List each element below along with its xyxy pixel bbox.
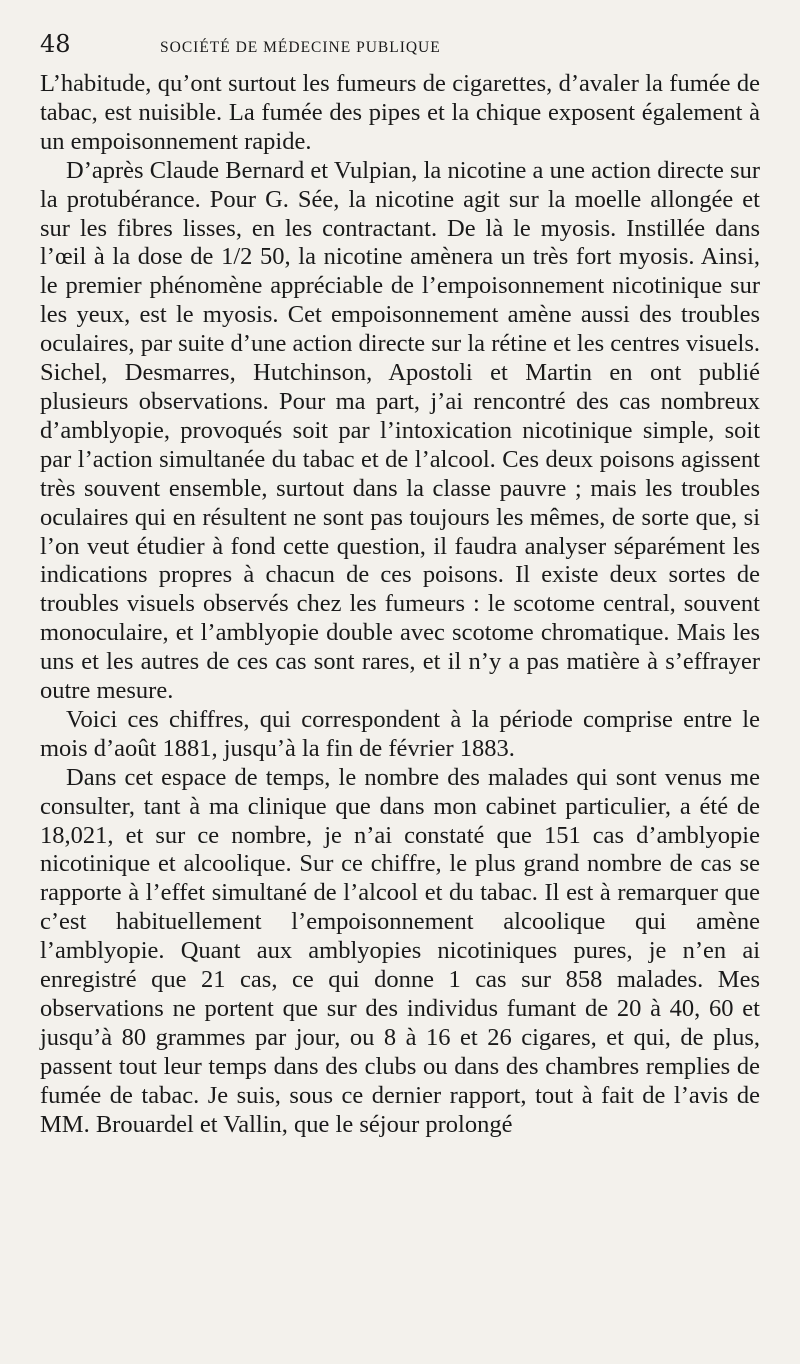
paragraph: D’après Claude Bernard et Vulpian, la nicotine a une action directe sur la protubérance. Pour G. Sée, la nicotine agit sur la moelle allongée et sur les fibres lisses, en les contractant. De là le myosis. Instillée dans l’œil à la dose de 1/2 50, la nicotine amènera un très fort myosis. Ainsi, le premier phénomène appréciable de l’empoisonnement nicotinique sur les yeux, est le myosis. Cet empoisonnement amène aussi des troubles oculaires, par suite d’une action directe sur la rétine et les centres visuels. Sichel, Desmarres, Hutchinson, Apostoli et Martin en ont publié plusieurs observations. Pour ma part, j’ai rencontré des cas nombreux d’amblyopie, provoqués soit par l’intoxication nicotinique simple, soit par l’action simultanée du tabac et de l’alcool. Ces deux poisons agissent très souvent ensemble, surtout dans la classe pauvre ; mais les troubles oculaires qui en résultent ne sont pas toujours les mêmes, de sorte que, si l’on veut étudier à fond cette question, il faudra analyser séparément les indications propres à chacun de ces poisons. Il existe deux sortes de troubles visuels observés chez les fumeurs : le scotome central, souvent monoculaire, et l’amblyopie double avec scotome chromatique. Mais les uns et les autres de ces cas sont rares, et il n’y a pas matière à s’effrayer outre mesure. <box>40 156 760 705</box>
paragraph: Voici ces chiffres, qui correspondent à la période comprise entre le mois d’août 1881, jusqu’à la fin de février 1883. <box>40 705 760 762</box>
page-number: 48 <box>40 30 71 58</box>
paragraph: Dans cet espace de temps, le nombre des malades qui sont venus me consulter, tant à ma clinique que dans mon cabinet particulier, a été de 18,021, et sur ce nombre, je n’ai constaté que 151 cas d’amblyopie nicotinique et alcoolique. Sur ce chiffre, le plus grand nombre de cas se rapporte à l’effet simultané de l’alcool et du tabac. Il est à remarquer que c’est habituellement l’empoisonnement alcoolique qui amène l’amblyopie. Quant aux amblyopies nicotiniques pures, je n’en ai enregistré que 21 cas, ce qui donne 1 cas sur 858 malades. Mes observations ne portent que sur des individus fumant de 20 à 40, 60 et jusqu’à 80 grammes par jour, ou 8 à 16 et 26 cigares, et qui, de plus, passent tout leur temps dans des clubs ou dans des chambres remplies de fumée de tabac. Je suis, sous ce dernier rapport, tout à fait de l’avis de MM. Brouardel et Vallin, que le séjour prolongé <box>40 763 760 1138</box>
page-header <box>40 30 760 70</box>
body-text <box>40 70 760 1140</box>
paragraph: L’habitude, qu’ont surtout les fumeurs de cigarettes, d’avaler la fumée de tabac, est nuisible. La fumée des pipes et la chique exposent également à un empoisonnement rapide. <box>40 70 760 155</box>
running-title: SOCIÉTÉ DE MÉDECINE PUBLIQUE <box>160 39 441 56</box>
